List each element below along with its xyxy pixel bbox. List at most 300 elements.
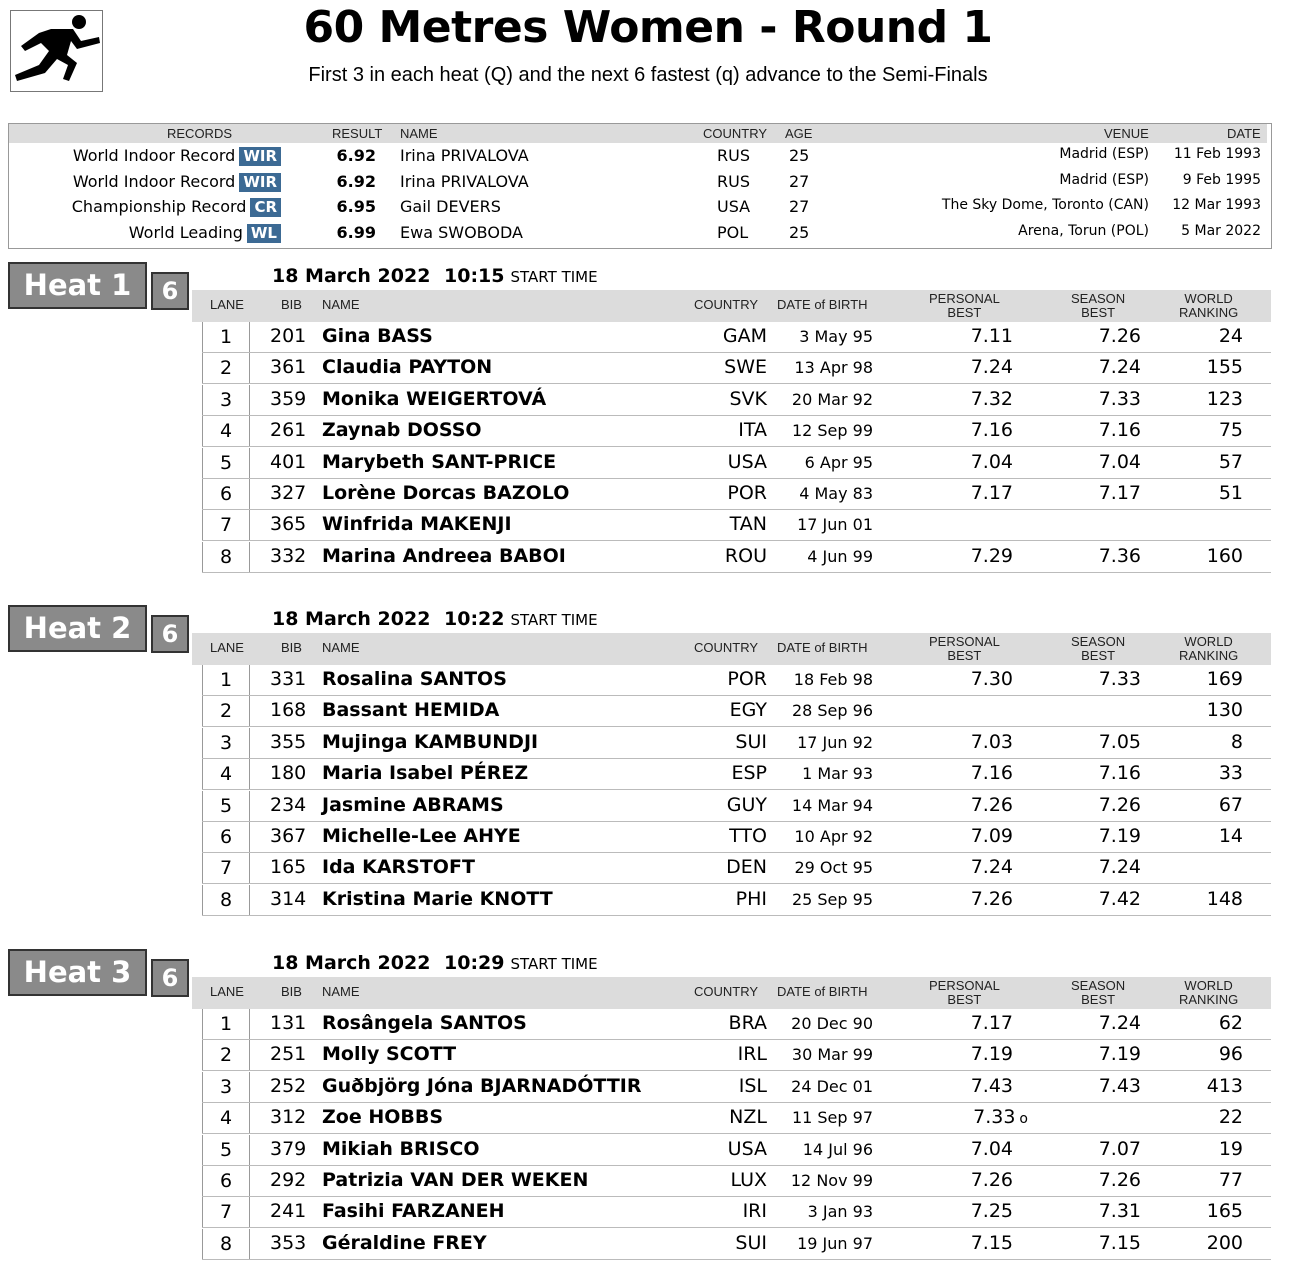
- personal-best-value: 7.17: [970, 482, 1013, 504]
- col-world-ranking: [1179, 635, 1238, 663]
- col-name: NAME: [322, 984, 360, 999]
- personal-best: [971, 451, 1013, 473]
- athlete-country: USA: [727, 450, 767, 473]
- record-label: [129, 223, 281, 243]
- athlete-country: ITA: [738, 419, 767, 442]
- season-best: 7.24: [1098, 356, 1141, 379]
- personal-best: [971, 888, 1013, 910]
- athlete-name: Patrizia VAN DER WEKEN: [322, 1169, 589, 1191]
- personal-best: [971, 419, 1013, 441]
- heat-time-value: 10:15: [444, 265, 505, 287]
- page-title: 60 Metres Women - Round 1: [303, 2, 993, 53]
- heat-date: 18 March 2022: [272, 952, 431, 974]
- season-best: 7.17: [1098, 482, 1141, 504]
- col-personal-best: [929, 635, 1000, 663]
- lane-number: 5: [202, 791, 250, 821]
- bib-number: 168: [270, 699, 307, 722]
- bib-number: 401: [270, 450, 307, 473]
- personal-best-value: 7.15: [970, 1231, 1013, 1254]
- record-result: 6.92: [336, 171, 376, 191]
- athlete-name: Rosalina SANTOS: [322, 668, 507, 690]
- col-country: COUNTRY: [694, 984, 759, 999]
- col-dob: DATE of BIRTH: [777, 640, 868, 655]
- athlete-name: Marina Andreea BABOI: [322, 544, 566, 567]
- col-personal-best: [929, 979, 1000, 1007]
- record-label-text: World Leading: [128, 222, 243, 242]
- personal-best: [971, 762, 1013, 784]
- season-best: 7.16: [1098, 762, 1141, 785]
- record-age: 27: [789, 171, 810, 191]
- heat-count-badge: 6: [151, 272, 189, 310]
- record-country: RUS: [717, 171, 750, 191]
- personal-best-value: 7.11: [970, 325, 1013, 347]
- athlete-dob: 19 Jun 97: [797, 1233, 873, 1253]
- athlete-row: [202, 353, 1271, 384]
- athlete-row: [202, 1072, 1271, 1103]
- world-ranking: 19: [1218, 1137, 1243, 1160]
- athlete-country: SWE: [724, 356, 767, 379]
- athlete-dob: 11 Sep 97: [791, 1108, 873, 1128]
- bib-number: 131: [270, 1012, 307, 1034]
- record-name: Irina PRIVALOVA: [400, 146, 529, 165]
- personal-best: [971, 388, 1013, 410]
- lane-number: 3: [202, 1072, 250, 1102]
- athlete-row: [202, 696, 1271, 727]
- athlete-name: Bassant HEMIDA: [322, 699, 500, 722]
- record-date: 11 Feb 1993: [1173, 146, 1261, 162]
- season-best: 7.15: [1098, 1231, 1141, 1254]
- personal-best: [971, 482, 1013, 504]
- heat-label: Heat 1: [8, 262, 147, 309]
- records-col-age: AGE: [785, 126, 813, 141]
- bib-number: 234: [270, 793, 307, 816]
- athlete-row: [202, 885, 1271, 916]
- records-col-date: DATE: [1227, 126, 1261, 141]
- record-name: Gail DEVERS: [400, 197, 501, 216]
- personal-best-value: 7.24: [970, 856, 1013, 879]
- athlete-name: Jasmine ABRAMS: [322, 793, 504, 816]
- bib-number: 180: [270, 762, 307, 785]
- athlete-row: [202, 1229, 1271, 1260]
- col-world-ranking-line1: WORLD: [1184, 634, 1233, 649]
- athlete-dob: 29 Oct 95: [794, 858, 873, 878]
- athlete-name: Claudia PAYTON: [322, 356, 493, 379]
- athlete-row: [202, 665, 1271, 696]
- world-ranking: 96: [1218, 1043, 1243, 1066]
- athlete-row: [202, 385, 1271, 416]
- world-ranking: 123: [1206, 387, 1243, 410]
- record-label: [73, 146, 281, 166]
- athlete-row: [202, 1040, 1271, 1071]
- personal-best-value: 7.19: [970, 1043, 1013, 1066]
- athlete-row: [202, 448, 1271, 479]
- record-venue: Madrid (ESP): [1059, 146, 1149, 162]
- bib-number: 365: [270, 513, 307, 536]
- athlete-dob: 20 Dec 90: [791, 1014, 873, 1033]
- records-table: [8, 123, 1272, 249]
- record-age: 25: [789, 222, 810, 242]
- col-name: NAME: [322, 297, 360, 312]
- athlete-dob: 10 Apr 92: [794, 827, 873, 846]
- athlete-name: Molly SCOTT: [322, 1043, 457, 1066]
- athlete-dob: 13 Apr 98: [794, 358, 873, 378]
- world-ranking: 200: [1206, 1231, 1243, 1254]
- record-row: [9, 172, 1271, 197]
- col-season-best-line2: BEST: [1081, 305, 1116, 320]
- athlete-country: TTO: [729, 825, 767, 847]
- record-result: 6.95: [336, 197, 376, 216]
- personal-best-value: 7.29: [970, 544, 1013, 567]
- bib-number: 252: [270, 1074, 307, 1097]
- bib-number: 261: [270, 419, 307, 442]
- personal-best-value: 7.16: [970, 419, 1013, 442]
- athlete-dob: 24 Dec 01: [791, 1076, 873, 1096]
- col-season-best-line1: SEASON: [1071, 291, 1126, 306]
- record-name: Ewa SWOBODA: [400, 222, 523, 242]
- world-ranking: 413: [1206, 1074, 1243, 1097]
- season-best: 7.24: [1098, 856, 1141, 879]
- athlete-country: IRL: [737, 1043, 767, 1066]
- record-label-text: Championship Record: [71, 197, 247, 216]
- col-country: COUNTRY: [694, 640, 759, 655]
- bib-number: 361: [270, 356, 307, 379]
- lane-number: 5: [202, 448, 250, 478]
- athletes-table-header: [192, 633, 1271, 665]
- col-country: COUNTRY: [694, 297, 759, 312]
- world-ranking: 67: [1218, 793, 1243, 816]
- records-col-venue: VENUE: [1104, 126, 1149, 141]
- athlete-dob: 18 Feb 98: [793, 670, 873, 689]
- personal-best-value: 7.32: [970, 387, 1013, 410]
- athlete-dob: 1 Mar 93: [802, 764, 873, 784]
- col-bib: BIB: [281, 640, 302, 655]
- athlete-row: [202, 1166, 1271, 1197]
- athlete-row: [202, 479, 1271, 510]
- record-venue: Madrid (ESP): [1059, 171, 1149, 188]
- personal-best-value: 7.04: [970, 1137, 1013, 1160]
- personal-best-value: 7.16: [970, 762, 1013, 785]
- heat-count-badge: 6: [151, 959, 189, 997]
- personal-best: [971, 825, 1013, 847]
- athlete-dob: 17 Jun 01: [797, 515, 873, 535]
- lane-number: 3: [202, 728, 250, 758]
- col-season-best: [1071, 979, 1125, 1007]
- athlete-row: [202, 1197, 1271, 1228]
- athlete-dob: 3 Jan 93: [807, 1202, 873, 1222]
- bib-number: 292: [270, 1169, 307, 1191]
- col-season-best: [1071, 635, 1125, 663]
- athlete-row: [202, 1009, 1271, 1040]
- col-season-best-line1: SEASON: [1071, 634, 1126, 649]
- season-best: 7.26: [1098, 325, 1141, 347]
- col-world-ranking-line2: RANKING: [1179, 992, 1239, 1007]
- records-col-name: NAME: [400, 126, 438, 141]
- athlete-row: [202, 1103, 1271, 1134]
- record-label: [72, 197, 281, 217]
- world-ranking: 75: [1218, 419, 1243, 442]
- personal-best: [971, 668, 1013, 690]
- record-country: RUS: [717, 146, 750, 165]
- athlete-row: [202, 1135, 1271, 1166]
- athlete-dob: 4 May 83: [799, 484, 873, 503]
- record-country: POL: [717, 222, 749, 242]
- season-best: 7.33: [1098, 387, 1141, 410]
- athlete-dob: 14 Jul 96: [802, 1139, 873, 1159]
- athlete-row: [202, 853, 1271, 884]
- bib-number: 355: [270, 730, 307, 753]
- heat-start-time: [444, 608, 598, 630]
- col-personal-best: [929, 292, 1000, 320]
- heat-date: 18 March 2022: [272, 608, 431, 630]
- record-badge: WIR: [239, 147, 281, 166]
- athlete-name: Mujinga KAMBUNDJI: [322, 730, 539, 753]
- athlete-country: EGY: [729, 699, 767, 722]
- col-world-ranking-line2: RANKING: [1179, 648, 1239, 663]
- col-world-ranking-line1: WORLD: [1184, 978, 1233, 993]
- athlete-row: [202, 791, 1271, 822]
- personal-best-value: 7.17: [970, 1012, 1013, 1034]
- col-personal-best-line1: PERSONAL: [929, 634, 1000, 649]
- season-best: 7.07: [1098, 1137, 1141, 1160]
- personal-best: [971, 1075, 1013, 1097]
- record-date: 9 Feb 1995: [1182, 171, 1261, 188]
- personal-best: [971, 1200, 1013, 1222]
- record-result: 6.92: [336, 146, 376, 165]
- athlete-country: DEN: [726, 856, 767, 879]
- athlete-name: Michelle-Lee AHYE: [322, 825, 521, 847]
- athlete-country: ROU: [724, 544, 767, 567]
- bib-number: 353: [270, 1231, 307, 1254]
- bib-number: 331: [270, 668, 307, 690]
- personal-best: [971, 1169, 1013, 1191]
- record-row: [9, 197, 1271, 222]
- season-best: 7.42: [1098, 887, 1141, 910]
- col-season-best-line1: SEASON: [1071, 978, 1126, 993]
- athlete-dob: 6 Apr 95: [804, 452, 873, 472]
- season-best: 7.19: [1098, 1043, 1141, 1066]
- lane-number: 7: [202, 1197, 250, 1227]
- personal-best: [971, 794, 1013, 816]
- personal-best: [971, 856, 1013, 878]
- record-label-text: World Indoor Record: [72, 146, 236, 165]
- bib-number: 332: [270, 544, 307, 567]
- col-dob: DATE of BIRTH: [777, 297, 868, 312]
- world-ranking: 160: [1206, 544, 1243, 567]
- bib-number: 241: [270, 1200, 307, 1223]
- athlete-country: BRA: [728, 1012, 767, 1034]
- bib-number: 367: [270, 825, 307, 847]
- record-label: [73, 172, 281, 192]
- lane-number: 1: [202, 665, 250, 695]
- personal-best-value: 7.03: [970, 730, 1013, 753]
- col-season-best-line2: BEST: [1081, 648, 1116, 663]
- athlete-country: POR: [727, 668, 767, 690]
- record-venue: The Sky Dome, Toronto (CAN): [941, 197, 1149, 213]
- lane-number: 8: [202, 885, 250, 915]
- page-subtitle: First 3 in each heat (Q) and the next 6 fastest (q) advance to the Semi-Finals: [308, 64, 988, 86]
- heat-time-label: START TIME: [510, 611, 598, 629]
- athlete-country: GUY: [726, 793, 767, 816]
- bib-number: 165: [270, 856, 307, 879]
- athlete-dob: 14 Mar 94: [791, 795, 873, 815]
- athlete-dob: 28 Sep 96: [791, 701, 873, 721]
- bib-number: 327: [270, 482, 307, 504]
- heat-count-badge: 6: [151, 615, 189, 653]
- season-best: 7.16: [1098, 419, 1141, 442]
- personal-best-value: 7.25: [970, 1200, 1013, 1223]
- col-season-best: [1071, 292, 1125, 320]
- personal-best: [971, 1138, 1013, 1160]
- record-row: [9, 146, 1271, 171]
- personal-best-value: 7.24: [970, 356, 1013, 379]
- athlete-dob: 25 Sep 95: [791, 889, 873, 909]
- bib-number: 251: [270, 1043, 307, 1066]
- athlete-country: ISL: [738, 1074, 767, 1097]
- athlete-name: Zoe HOBBS: [322, 1106, 444, 1129]
- heat-time-label: START TIME: [510, 268, 598, 286]
- heat-label: Heat 2: [8, 605, 147, 652]
- world-ranking: 148: [1206, 887, 1243, 910]
- athlete-country: ESP: [731, 762, 767, 785]
- personal-best-note: o: [1019, 1111, 1028, 1128]
- record-age: 25: [789, 146, 810, 165]
- heat-start-time: [444, 952, 598, 974]
- season-best: 7.19: [1098, 825, 1141, 847]
- record-badge: WL: [247, 224, 281, 243]
- personal-best-value: 7.26: [970, 1169, 1013, 1191]
- world-ranking: 22: [1218, 1106, 1243, 1129]
- record-venue: Arena, Torun (POL): [1018, 222, 1149, 239]
- personal-best: [971, 325, 1013, 347]
- col-season-best-line2: BEST: [1081, 992, 1116, 1007]
- athlete-name: Winfrida MAKENJI: [322, 513, 512, 536]
- athlete-row: [202, 822, 1271, 853]
- personal-best-value: 7.26: [970, 793, 1013, 816]
- lane-number: 2: [202, 696, 250, 726]
- athlete-country: IRI: [742, 1200, 767, 1223]
- athlete-country: PHI: [735, 887, 767, 910]
- athlete-dob: 17 Jun 92: [797, 732, 873, 752]
- athlete-dob: 12 Nov 99: [790, 1171, 873, 1190]
- personal-best: [971, 1043, 1013, 1065]
- athlete-dob: 30 Mar 99: [791, 1045, 873, 1065]
- world-ranking: 57: [1218, 450, 1243, 473]
- record-age: 27: [789, 197, 810, 216]
- record-country: USA: [717, 197, 751, 216]
- athlete-row: [202, 416, 1271, 447]
- lane-number: 4: [202, 1103, 250, 1133]
- personal-best-value: 7.04: [970, 450, 1013, 473]
- season-best: 7.05: [1098, 730, 1141, 753]
- personal-best: [971, 1012, 1013, 1034]
- lane-number: 4: [202, 416, 250, 446]
- personal-best: [973, 1106, 1028, 1128]
- col-world-ranking: [1179, 979, 1238, 1007]
- athlete-dob: 4 Jun 99: [807, 546, 873, 566]
- record-result: 6.99: [336, 222, 376, 242]
- world-ranking: 169: [1206, 668, 1243, 690]
- athlete-row: [202, 322, 1271, 353]
- world-ranking: 130: [1206, 699, 1243, 722]
- athlete-row: [202, 728, 1271, 759]
- athletes-table-header: [192, 977, 1271, 1009]
- world-ranking: 165: [1206, 1200, 1243, 1223]
- personal-best: [971, 356, 1013, 378]
- bib-number: 312: [270, 1106, 307, 1129]
- season-best: 7.04: [1098, 450, 1141, 473]
- season-best: 7.26: [1098, 793, 1141, 816]
- bib-number: 201: [270, 325, 307, 347]
- col-personal-best-line1: PERSONAL: [929, 978, 1000, 993]
- athlete-name: Monika WEIGERTOVÁ: [322, 387, 547, 410]
- record-badge: CR: [250, 198, 281, 217]
- col-personal-best-line2: BEST: [947, 305, 982, 320]
- col-world-ranking: [1179, 292, 1238, 320]
- season-best: 7.36: [1098, 544, 1141, 567]
- col-world-ranking-line1: WORLD: [1184, 291, 1233, 306]
- world-ranking: 155: [1206, 356, 1243, 379]
- athlete-country: POR: [727, 482, 767, 504]
- world-ranking: 8: [1230, 730, 1243, 753]
- athlete-country: GAM: [722, 325, 767, 347]
- lane-number: 3: [202, 385, 250, 415]
- lane-number: 2: [202, 1040, 250, 1070]
- lane-number: 6: [202, 822, 250, 852]
- records-col-result: RESULT: [332, 126, 383, 141]
- athlete-name: Zaynab DOSSO: [322, 419, 482, 442]
- col-personal-best-line2: BEST: [947, 648, 982, 663]
- athlete-name: Fasihi FARZANEH: [322, 1200, 505, 1223]
- athlete-name: Marybeth SANT-PRICE: [322, 450, 557, 473]
- world-ranking: 14: [1218, 825, 1243, 847]
- records-col-records: RECORDS: [167, 126, 233, 141]
- lane-number: 1: [202, 322, 250, 352]
- lane-number: 6: [202, 479, 250, 509]
- personal-best-value: 7.33: [973, 1106, 1016, 1129]
- world-ranking: 24: [1218, 325, 1243, 347]
- athlete-name: Lorène Dorcas BAZOLO: [322, 482, 570, 504]
- personal-best: [971, 731, 1013, 753]
- athlete-country: SUI: [735, 1231, 767, 1254]
- lane-number: 7: [202, 853, 250, 883]
- record-label-text: World Indoor Record: [72, 171, 236, 191]
- athlete-country: LUX: [730, 1169, 767, 1191]
- heat-time-value: 10:22: [444, 608, 505, 630]
- bib-number: 314: [270, 887, 307, 910]
- season-best: 7.31: [1098, 1200, 1141, 1223]
- season-best: 7.33: [1098, 668, 1141, 690]
- lane-number: 4: [202, 759, 250, 789]
- lane-number: 7: [202, 510, 250, 540]
- lane-number: 2: [202, 353, 250, 383]
- personal-best-value: 7.43: [970, 1074, 1013, 1097]
- athlete-name: Mikiah BRISCO: [322, 1137, 480, 1160]
- heat-label: Heat 3: [8, 949, 147, 996]
- col-personal-best-line1: PERSONAL: [929, 291, 1000, 306]
- lane-number: 6: [202, 1166, 250, 1196]
- world-ranking: 51: [1218, 482, 1243, 504]
- bib-number: 359: [270, 387, 307, 410]
- athlete-dob: 20 Mar 92: [791, 389, 873, 409]
- athlete-dob: 12 Sep 99: [791, 421, 873, 441]
- athlete-dob: 3 May 95: [799, 327, 873, 346]
- col-dob: DATE of BIRTH: [777, 984, 868, 999]
- world-ranking: 77: [1218, 1169, 1243, 1191]
- athlete-name: Guðbjörg Jóna BJARNADÓTTIR: [322, 1074, 642, 1097]
- athlete-row: [202, 542, 1271, 573]
- lane-number: 1: [202, 1009, 250, 1039]
- records-header: [9, 124, 1267, 143]
